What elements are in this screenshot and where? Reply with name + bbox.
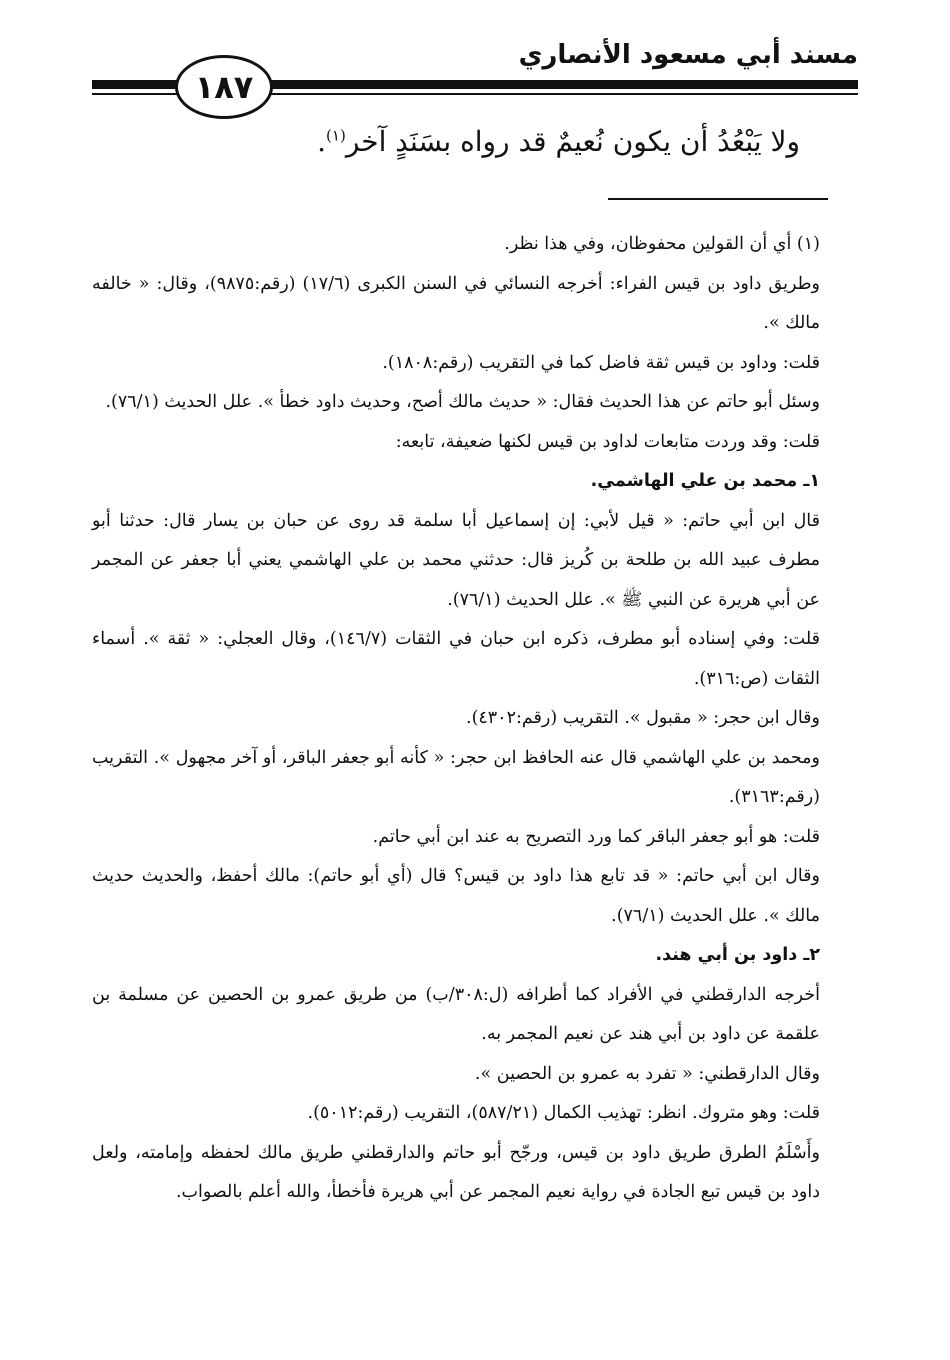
running-header-title: مسند أبي مسعود الأنصاري xyxy=(518,40,858,70)
footnotes xyxy=(92,225,820,1213)
footnote-paragraph: قلت: وقد وردت متابعات لداود بن قيس لكنها ضعيفة، تابعه: xyxy=(395,431,820,452)
footnote-paragraph: وسئل أبو حاتم عن هذا الحديث فقال: « حديث مالك أصح، وحديث داود خطأ ». علل الحديث (٧٦/١). xyxy=(105,392,820,412)
footnote-paragraph: وقال الدارقطني: « تفرد به عمرو بن الحصين ». xyxy=(474,1063,820,1084)
main-text-end: . xyxy=(317,125,327,158)
footnote-paragraph: وطريق داود بن قيس الفراء: أخرجه النسائي في السنن الكبرى (١٧/٦) (رقم:٩٨٧٥)، وقال: « خالفه مالك ». xyxy=(92,273,820,333)
footnote-subheading: ٢ـ داود بن أبي هند. xyxy=(655,945,820,965)
footnote-paragraph: (١) أي أن القولين محفوظان، وفي هذا نظر. xyxy=(504,234,820,254)
footnote-paragraph: قلت: وداود بن قيس ثقة فاضل كما في التقريب (رقم:١٨٠٨). xyxy=(382,352,820,373)
footnote-paragraph: أخرجه الدارقطني في الأفراد كما أطرافه (ل:٣٠٨/ب) من طريق عمرو بن الحصين عن مسلمة بن علقمة عن داود بن أبي هند عن نعيم المجمر به. xyxy=(92,984,820,1044)
main-text xyxy=(120,125,800,158)
main-text-body: ولا يَبْعُدُ أن يكون نُعيمٌ قد رواه بسَنَدٍ آخر xyxy=(345,125,800,158)
page-number-badge: ١٨٧ xyxy=(175,55,273,119)
footnote-paragraph: قلت: هو أبو جعفر الباقر كما ورد التصريح به عند ابن أبي حاتم. xyxy=(372,826,820,847)
footnote-subheading: ١ـ محمد بن علي الهاشمي. xyxy=(590,471,820,491)
footnote-paragraph: قلت: وهو متروك. انظر: تهذيب الكمال (٥٨٧/٢١)، التقريب (رقم:٥٠١٢). xyxy=(307,1103,820,1123)
footnote-paragraph: قال ابن أبي حاتم: « قيل لأبي: إن إسماعيل أبا سلمة قد روى عن حبان بن يسار قال: حدثنا أبو مطرف عبيد الله بن طلحة بن كُريز قال: حدثني محمد بن علي الهاشمي يعني أبا جعفر عن المجمر عن أبي هريرة عن النبي ﷺ ». علل الحديث (٧٦/١). xyxy=(92,510,820,610)
footnote-separator xyxy=(608,198,828,200)
footnote-paragraph: وأَسْلَمُ الطرق طريق داود بن قيس، ورجّح أبو حاتم والدارقطني طريق مالك لحفظه وإمامته، ولعل داود بن قيس تبع الجادة في رواية نعيم المجمر عن أبي هريرة فأخطأ، والله أعلم بالصواب. xyxy=(92,1142,820,1202)
footnote-paragraph: وقال ابن حجر: « مقبول ». التقريب (رقم:٤٣٠٢). xyxy=(466,708,820,728)
footnote-reference: (١) xyxy=(326,126,346,145)
footnote-paragraph: قلت: وفي إسناده أبو مطرف، ذكره ابن حبان في الثقات (١٤٦/٧)، وقال العجلي: « ثقة ». أسماء الثقات (ص:٣١٦). xyxy=(92,629,820,689)
footnote-paragraph: وقال ابن أبي حاتم: « قد تابع هذا داود بن قيس؟ قال (أي أبو حاتم): مالك أحفظ، والحديث حديث مالك ». علل الحديث (٧٦/١). xyxy=(92,866,820,926)
footnote-paragraph: ومحمد بن علي الهاشمي قال عنه الحافظ ابن حجر: « كأنه أبو جعفر الباقر، أو آخر مجهول ». التقريب (رقم:٣١٦٣). xyxy=(92,747,820,807)
